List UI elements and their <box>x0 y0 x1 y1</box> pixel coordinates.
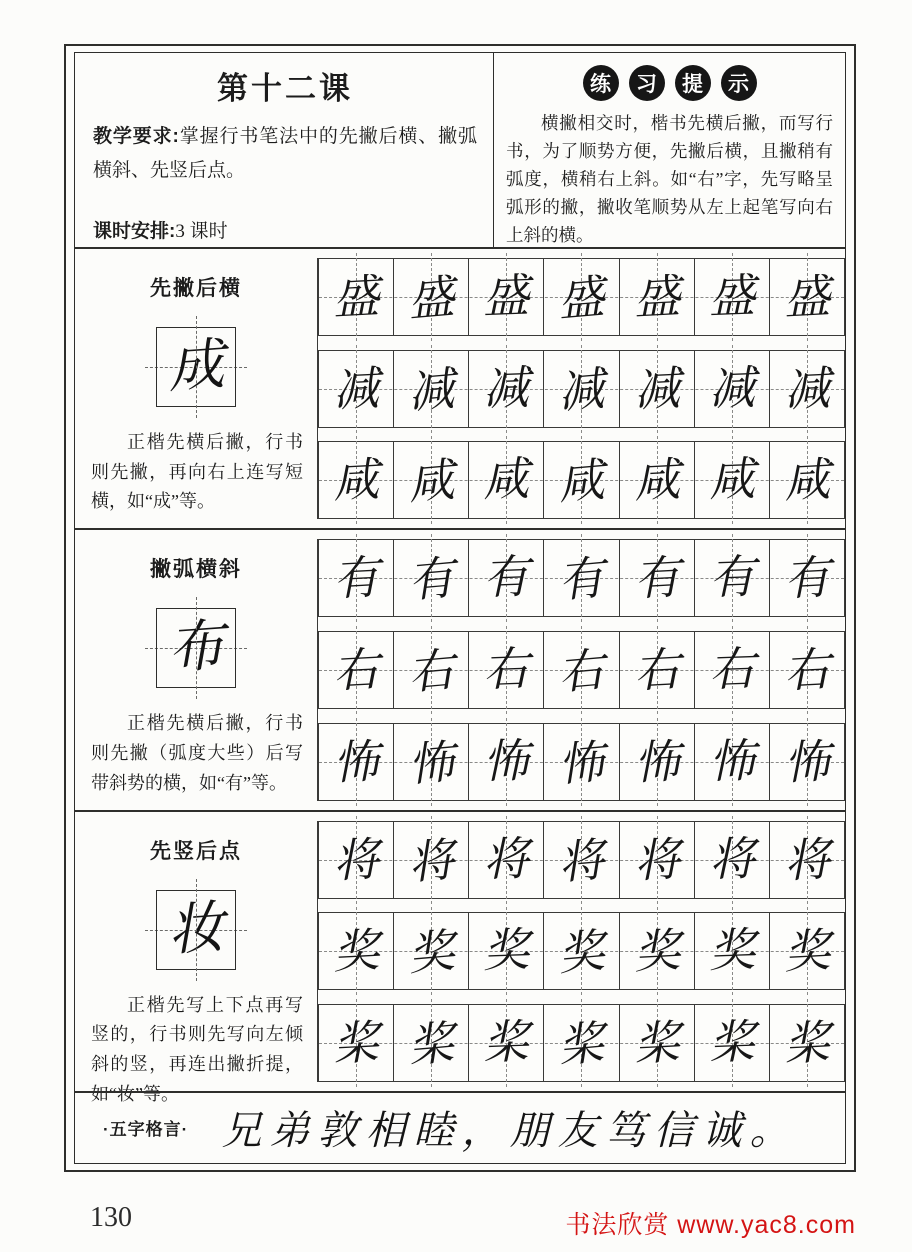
practice-cell <box>319 1005 394 1081</box>
practice-character: 右 <box>632 641 682 699</box>
practice-cell <box>319 259 394 335</box>
practice-character: 盛 <box>556 269 607 327</box>
practice-cell <box>394 632 469 708</box>
practice-cell <box>695 913 770 989</box>
practice-cell <box>469 1005 544 1081</box>
practice-cell <box>544 259 619 335</box>
practice-character: 右 <box>782 641 832 699</box>
practice-cell <box>770 259 844 335</box>
practice-row <box>318 723 845 801</box>
practice-character: 将 <box>782 831 832 888</box>
practice-cell <box>695 540 770 616</box>
badge-icon: 练 <box>583 65 619 101</box>
practice-cell <box>319 724 394 800</box>
technique-description: 正楷先横后撇，行书则先撇（弧度大些）后写带斜势的横，如“有”等。 <box>91 713 303 793</box>
practice-character: 减 <box>331 360 381 417</box>
practice-cell <box>469 632 544 708</box>
practice-cell <box>695 822 770 898</box>
practice-cell <box>319 822 394 898</box>
outer-border-frame <box>64 44 856 1172</box>
practice-character: 将 <box>406 831 457 890</box>
teaching-requirements-label: 教学要求: <box>93 126 179 147</box>
practice-cell <box>469 822 544 898</box>
practice-tips-text: 横撇相交时，楷书先横后撇，而写行书，为了顺势方便，先撇后横，且撇稍有弧度，横稍右上斜。如“右”字，先写略呈弧形的撇，撇收笔顺势从左上起笔写向右上斜的横。 <box>506 113 833 245</box>
practice-character: 咸 <box>482 451 531 508</box>
practice-character: 减 <box>632 360 682 417</box>
motto-label: ·五字格言· <box>103 1120 189 1140</box>
practice-row <box>318 912 845 990</box>
practice-character: 桨 <box>782 1014 832 1072</box>
practice-character: 盛 <box>782 268 832 326</box>
class-schedule <box>93 216 477 243</box>
practice-grid <box>318 258 845 519</box>
badge-icon: 习 <box>629 65 665 101</box>
practice-character: 减 <box>782 360 832 417</box>
practice-cell <box>544 913 619 989</box>
practice-cell <box>770 913 844 989</box>
practice-cell <box>469 724 544 800</box>
practice-character: 右 <box>556 642 607 700</box>
practice-character: 将 <box>707 830 756 887</box>
practice-character: 有 <box>632 550 682 607</box>
practice-character: 减 <box>482 359 531 416</box>
practice-cell <box>319 913 394 989</box>
teaching-requirements-text: 掌握行书笔法中的先撇后横、撇弧横斜、先竖后点。 <box>93 126 477 182</box>
practice-character: 奖 <box>482 922 531 979</box>
practice-cell <box>319 540 394 616</box>
example-grid-box <box>145 597 247 699</box>
practice-cell <box>394 913 469 989</box>
practice-character: 怖 <box>331 733 381 790</box>
example-character: 成 <box>165 332 227 401</box>
practice-character: 有 <box>331 550 381 607</box>
practice-character: 桨 <box>331 1014 381 1072</box>
practice-row <box>318 441 845 519</box>
technique-title: 撇弧横斜 <box>150 558 242 582</box>
practice-cell <box>770 442 844 518</box>
practice-tips-panel <box>493 53 845 247</box>
practice-cell <box>544 351 619 427</box>
technique-title: 先撇后横 <box>150 277 242 300</box>
practice-character: 有 <box>707 549 756 606</box>
practice-cell <box>544 632 619 708</box>
practice-character: 怖 <box>482 732 531 789</box>
practice-cell <box>544 822 619 898</box>
technique-title: 先竖后点 <box>150 839 242 863</box>
lesson-header <box>75 53 845 247</box>
inner-border-frame <box>74 52 846 1164</box>
practice-cell <box>319 632 394 708</box>
example-box-border <box>156 327 236 407</box>
practice-character: 奖 <box>331 923 381 980</box>
practice-cell <box>770 822 844 898</box>
practice-cell <box>620 259 695 335</box>
practice-cell <box>319 442 394 518</box>
practice-cell <box>620 724 695 800</box>
practice-cell <box>695 351 770 427</box>
practice-character: 怖 <box>406 733 457 792</box>
technique-section <box>75 247 845 528</box>
technique-description-panel <box>75 821 318 1104</box>
practice-character: 桨 <box>632 1014 682 1072</box>
practice-character: 桨 <box>556 1015 607 1073</box>
practice-cell <box>394 442 469 518</box>
technique-section <box>75 810 845 1104</box>
motto-strip <box>75 1091 845 1163</box>
technique-description: 正楷先写上下点再写竖的，行书则先写向左倾斜的竖，再连出撇折提，如“妆”等。 <box>91 994 303 1104</box>
technique-description: 正楷先横后撇，行书则先撇，再向右上连写短横，如“成”等。 <box>91 432 303 512</box>
practice-character: 将 <box>556 831 607 890</box>
practice-grid <box>318 539 845 800</box>
example-grid-box <box>145 879 247 981</box>
practice-cell <box>620 1005 695 1081</box>
practice-cell <box>394 351 469 427</box>
practice-cell <box>620 442 695 518</box>
practice-character: 有 <box>782 550 832 607</box>
practice-character: 怖 <box>556 733 607 792</box>
class-schedule-label: 课时安排: <box>93 221 176 243</box>
practice-character: 怖 <box>782 733 832 790</box>
teaching-requirements <box>93 120 477 188</box>
practice-cell <box>770 351 844 427</box>
practice-cell <box>770 1005 844 1081</box>
practice-cell <box>319 351 394 427</box>
site-watermark: 书法欣赏 www.yac8.com <box>565 1211 856 1239</box>
practice-character: 咸 <box>331 452 381 509</box>
practice-cell <box>544 442 619 518</box>
practice-cell <box>620 540 695 616</box>
practice-character: 减 <box>707 359 756 416</box>
practice-character: 右 <box>707 641 756 697</box>
technique-description-panel <box>75 258 318 519</box>
practice-cell <box>469 540 544 616</box>
practice-character: 桨 <box>707 1014 756 1070</box>
practice-character: 咸 <box>782 452 832 509</box>
practice-character: 怖 <box>632 733 682 790</box>
practice-character: 有 <box>482 549 531 606</box>
practice-character: 奖 <box>556 923 607 982</box>
practice-cell <box>394 822 469 898</box>
practice-character: 将 <box>632 831 682 888</box>
practice-cell <box>620 632 695 708</box>
practice-character: 咸 <box>707 451 756 508</box>
practice-cell <box>394 724 469 800</box>
practice-cell <box>469 351 544 427</box>
practice-character: 盛 <box>482 268 531 324</box>
practice-row <box>318 631 845 709</box>
motto-calligraphy-text: 兄弟敦相睦，朋友笃信诚。 <box>221 1108 798 1155</box>
practice-row <box>318 1004 845 1082</box>
practice-character: 咸 <box>406 452 457 511</box>
practice-cell <box>695 724 770 800</box>
practice-cell <box>544 540 619 616</box>
technique-section <box>75 528 845 809</box>
practice-cell <box>770 632 844 708</box>
practice-character: 盛 <box>707 268 756 324</box>
practice-character: 奖 <box>782 923 832 980</box>
practice-cell <box>469 259 544 335</box>
practice-row <box>318 258 845 336</box>
practice-character: 右 <box>406 642 457 700</box>
lesson-info <box>75 53 493 247</box>
example-grid-box <box>145 316 247 418</box>
practice-character: 将 <box>331 831 381 888</box>
practice-character: 咸 <box>556 452 607 511</box>
practice-character: 盛 <box>331 268 381 326</box>
practice-cell <box>620 351 695 427</box>
practice-character: 盛 <box>632 268 682 326</box>
practice-cell <box>695 1005 770 1081</box>
practice-character: 奖 <box>406 923 457 982</box>
practice-cell <box>695 259 770 335</box>
practice-character: 怖 <box>707 732 756 789</box>
practice-row <box>318 350 845 428</box>
practice-cell <box>620 913 695 989</box>
practice-cell <box>770 724 844 800</box>
practice-character: 右 <box>331 641 381 699</box>
class-schedule-text: 3 课时 <box>175 221 228 243</box>
practice-character: 有 <box>556 550 607 609</box>
practice-cell <box>394 259 469 335</box>
practice-character: 桨 <box>482 1014 531 1070</box>
practice-row <box>318 539 845 617</box>
practice-cell <box>695 442 770 518</box>
practice-character: 奖 <box>707 922 756 979</box>
practice-character: 盛 <box>406 269 457 327</box>
practice-character: 右 <box>482 641 531 697</box>
practice-cell <box>469 913 544 989</box>
example-character: 布 <box>165 613 227 683</box>
practice-character: 咸 <box>632 452 682 509</box>
practice-cell <box>544 724 619 800</box>
practice-character: 减 <box>406 360 457 419</box>
practice-tips-badges <box>506 65 833 101</box>
practice-cell <box>394 1005 469 1081</box>
example-box-border <box>156 608 236 688</box>
practice-character: 桨 <box>406 1015 457 1073</box>
practice-row <box>318 821 845 899</box>
example-character: 妆 <box>165 894 227 964</box>
practice-character: 有 <box>406 550 457 609</box>
technique-description-panel <box>75 539 318 800</box>
practice-cell <box>620 822 695 898</box>
badge-icon: 示 <box>721 65 757 101</box>
badge-icon: 提 <box>675 65 711 101</box>
example-box-border <box>156 890 236 970</box>
practice-cell <box>695 632 770 708</box>
page-number: 130 <box>90 1202 132 1233</box>
practice-character: 减 <box>556 360 607 419</box>
lesson-title: 第十二课 <box>217 71 353 106</box>
practice-character: 奖 <box>632 923 682 980</box>
practice-character: 将 <box>482 830 531 887</box>
practice-cell <box>544 1005 619 1081</box>
practice-cell <box>770 540 844 616</box>
practice-cell <box>394 540 469 616</box>
practice-grid <box>318 821 845 1082</box>
practice-cell <box>469 442 544 518</box>
